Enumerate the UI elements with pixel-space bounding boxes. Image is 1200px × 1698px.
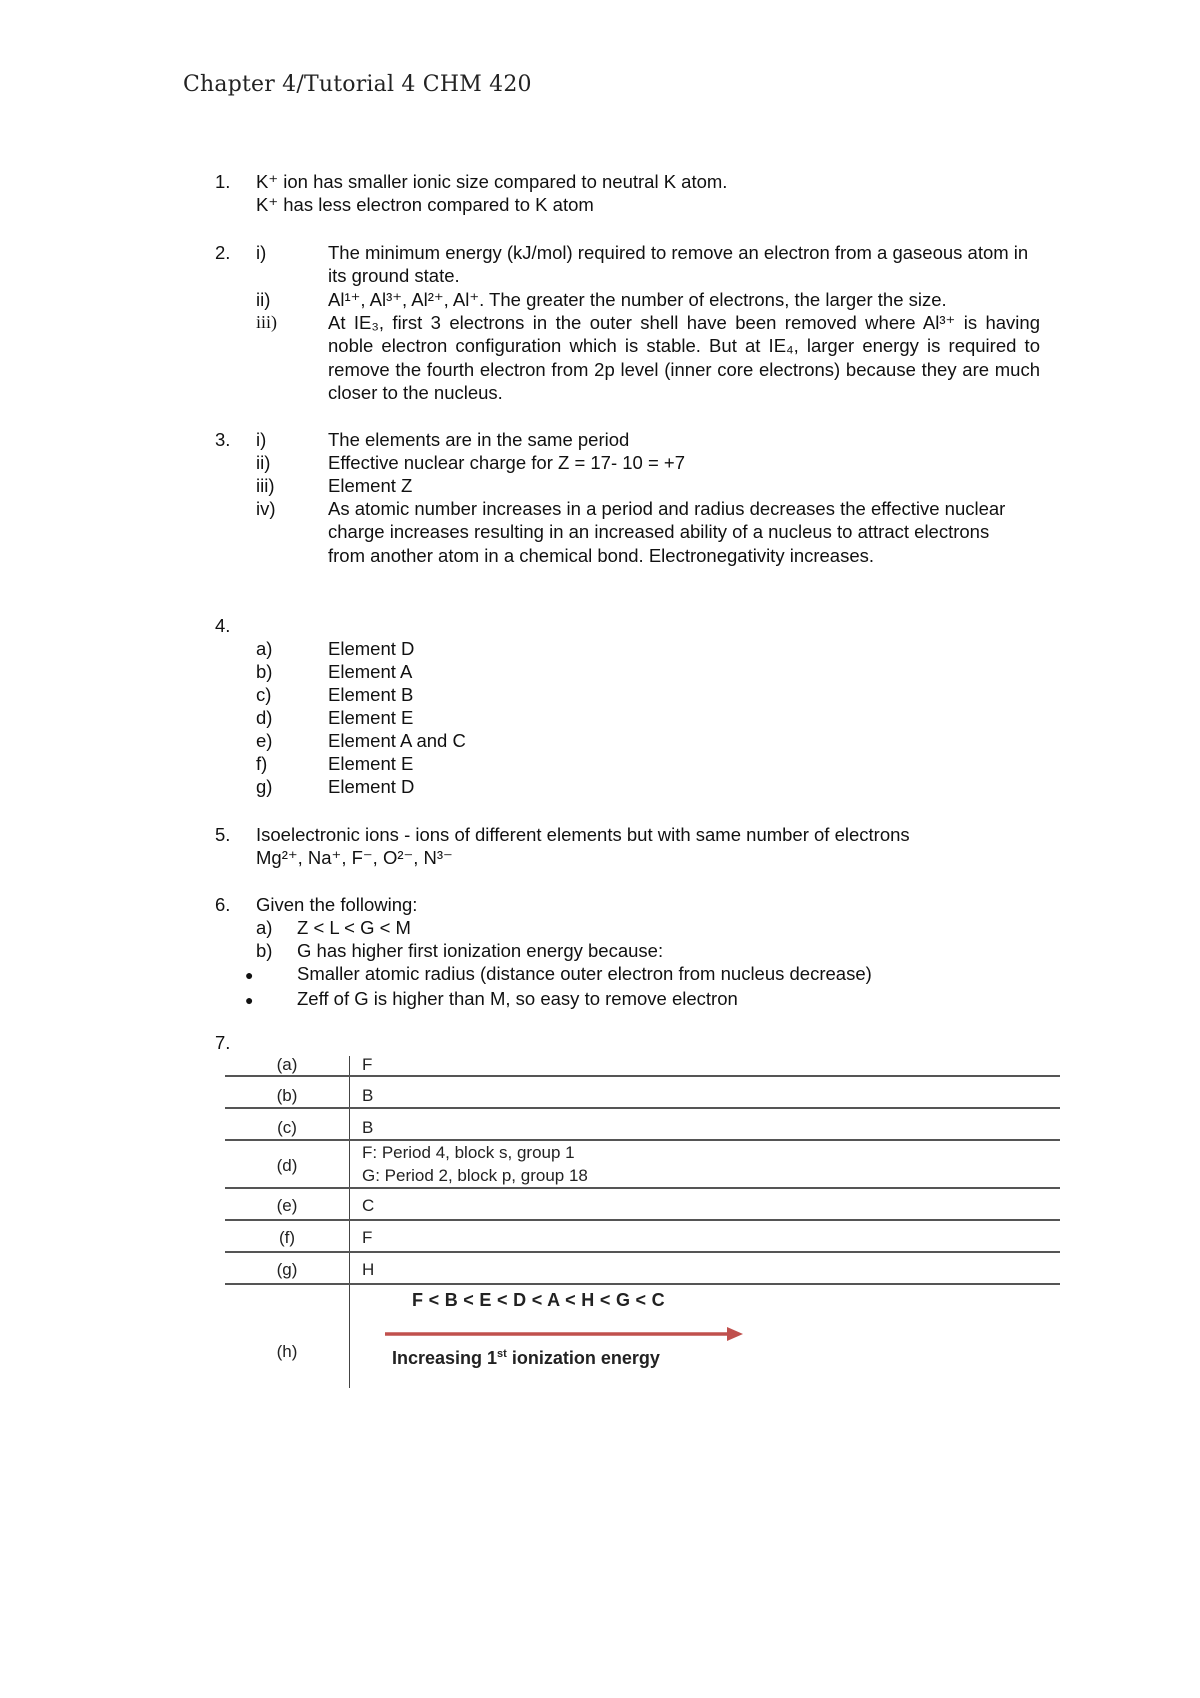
question-4 — [215, 614, 1035, 804]
item-answer: Effective nuclear charge for Z = 17- 10 = +7 — [328, 452, 686, 473]
question-number: 6. — [215, 894, 231, 915]
item-answer: The minimum energy (kJ/mol) required to remove an electron from a gaseous atom in its ground state. — [328, 242, 1029, 287]
table-row-value: F: Period 4, block s, group 1 — [362, 1143, 575, 1162]
table-row-value: H — [362, 1260, 375, 1279]
table-rule — [225, 1251, 1060, 1253]
item-label: ii) — [256, 289, 271, 310]
item-answer: As atomic number increases in a period and radius decreases the effective nuclear charge increases resulting in an increased ability of a nucleus to attract electrons from another atom in a chemical bond. Electronegativity increases. — [328, 498, 1006, 566]
table-rule — [225, 1139, 1060, 1141]
item-label: i) — [256, 242, 267, 263]
table-rule — [225, 1107, 1060, 1109]
ionization-order: F < B < E < D < A < H < G < C — [412, 1290, 665, 1310]
table-rule — [225, 1187, 1060, 1189]
table-rule — [225, 1219, 1060, 1221]
item-label: iii) — [256, 312, 277, 332]
item-label: c) — [256, 684, 272, 705]
question-number: 1. — [215, 171, 231, 192]
question-number: 5. — [215, 824, 231, 845]
item-label: iv) — [256, 498, 276, 519]
item-label: ii) — [256, 452, 271, 473]
question-intro: Given the following: — [256, 894, 418, 915]
question-number: 3. — [215, 429, 231, 450]
item-answer: Element B — [328, 684, 414, 705]
item-label: e) — [256, 730, 273, 751]
item-answer: Element E — [328, 753, 414, 774]
table-row-label: (e) — [276, 1196, 298, 1215]
table-row-value: F — [362, 1055, 373, 1074]
item-label: g) — [256, 776, 273, 797]
answer-line: K⁺ ion has smaller ionic size compared to neutral K atom. — [256, 171, 728, 192]
item-label: iii) — [256, 475, 275, 496]
question-number: 7. — [215, 1032, 231, 1053]
bullet-text: Smaller atomic radius (distance outer electron from nucleus decrease) — [297, 963, 872, 984]
bullet-icon: ● — [245, 967, 254, 983]
table-row-value: F — [362, 1228, 373, 1247]
item-answer: Element Z — [328, 475, 413, 496]
table-row-label: (a) — [276, 1055, 298, 1074]
item-label: f) — [256, 753, 268, 774]
page-header: Chapter 4/Tutorial 4 CHM 420 — [183, 72, 532, 97]
answer-line: K⁺ has less electron compared to K atom — [256, 194, 594, 215]
table-divider — [349, 1056, 350, 1388]
item-answer: At IE₃, first 3 electrons in the outer shell have been removed where Al³⁺ is having noble electron configuration which is stable. But at IE₄, larger energy is required to remove the fourth electron from 2p level (inner core electrons) because they are much closer to the nucleus. — [328, 312, 1040, 404]
item-label: b) — [256, 940, 273, 961]
bullet-icon: ● — [245, 992, 254, 1008]
bullet-text: Zeff of G is higher than M, so easy to remove electron — [297, 988, 738, 1009]
arrow-right-icon — [385, 1325, 745, 1343]
answer-line: Mg²⁺, Na⁺, F⁻, O²⁻, N³⁻ — [256, 847, 453, 868]
item-label: a) — [256, 638, 273, 659]
item-answer: Element D — [328, 638, 415, 659]
table-row-label: (b) — [276, 1086, 298, 1105]
item-answer: Z < L < G < M — [297, 917, 411, 938]
question-7 — [215, 1031, 1035, 1055]
table-rule — [225, 1075, 1060, 1077]
question-3 — [215, 428, 1035, 588]
question-6 — [215, 893, 1035, 1009]
item-answer: G has higher first ionization energy because: — [297, 940, 664, 961]
table-row-value: B — [362, 1118, 374, 1137]
table-row-label: (g) — [276, 1260, 298, 1279]
question-1 — [215, 170, 1035, 220]
question-number: 2. — [215, 242, 231, 263]
item-answer: Element E — [328, 707, 414, 728]
table-row-value: C — [362, 1196, 375, 1215]
table-row-label: (h) — [276, 1342, 298, 1361]
table-row-label: (c) — [277, 1118, 297, 1137]
item-answer: Element A and C — [328, 730, 466, 751]
item-label: i) — [256, 429, 267, 450]
table-rule — [225, 1283, 1060, 1285]
table-row-label: (f) — [278, 1228, 296, 1247]
item-label: b) — [256, 661, 273, 682]
table-row-value: G: Period 2, block p, group 18 — [362, 1166, 588, 1185]
item-answer: Al¹⁺, Al³⁺, Al²⁺, Al⁺. The greater the number of electrons, the larger the size. — [328, 289, 947, 310]
ionization-caption: Increasing 1st ionization energy — [392, 1348, 660, 1368]
table-row-value: B — [362, 1086, 374, 1105]
question-5 — [215, 823, 1035, 873]
item-answer: Element A — [328, 661, 413, 682]
question-number: 4. — [215, 615, 231, 636]
answer-line: Isoelectronic ions - ions of different elements but with same number of electrons — [256, 824, 910, 845]
question-2 — [215, 241, 1040, 404]
item-label: d) — [256, 707, 273, 728]
item-answer: The elements are in the same period — [328, 429, 630, 450]
item-label: a) — [256, 917, 273, 938]
item-answer: Element D — [328, 776, 415, 797]
table-row-label: (d) — [276, 1156, 298, 1175]
